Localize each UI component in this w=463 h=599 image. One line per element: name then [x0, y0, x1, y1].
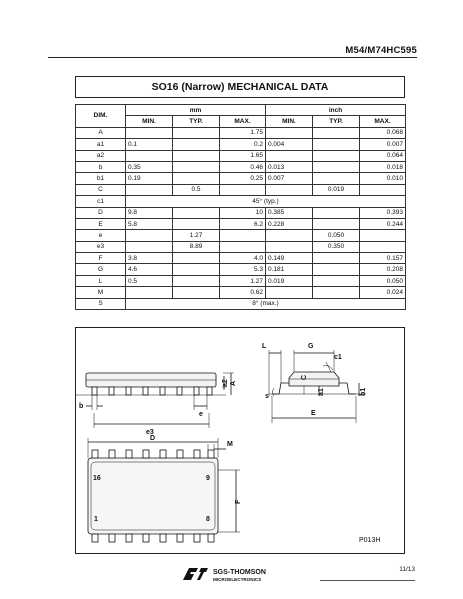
table-row: [76, 275, 406, 286]
value-cell: [313, 161, 360, 172]
table-row: [76, 264, 406, 275]
table-row: [76, 150, 406, 161]
table-row: [76, 196, 406, 207]
table-row: [76, 253, 406, 264]
dim-cell: b: [76, 161, 126, 172]
value-cell: 0.35: [126, 161, 173, 172]
value-cell: [126, 184, 173, 195]
value-cell: 0.181: [266, 264, 313, 275]
table-row: [76, 127, 406, 138]
table-row: [76, 218, 406, 229]
st-logo-icon: [180, 566, 310, 584]
value-cell: 5.8: [126, 218, 173, 229]
table-body: [76, 127, 406, 309]
table-row: [76, 287, 406, 298]
top-view: [88, 438, 240, 542]
value-cell: 0.007: [360, 139, 406, 150]
dim-cell: b1: [76, 173, 126, 184]
value-cell: 5.3: [220, 264, 266, 275]
value-cell: 0.010: [360, 173, 406, 184]
value-cell: 0.1: [126, 139, 173, 150]
value-cell: [220, 184, 266, 195]
mechanical-data-table: [75, 104, 406, 310]
table-row: [76, 207, 406, 218]
col-header: TYP.: [313, 116, 360, 127]
dim-cell: a1: [76, 139, 126, 150]
value-cell: [266, 150, 313, 161]
end-view: [269, 350, 366, 423]
left-lead: [272, 383, 289, 394]
col-header: TYP.: [173, 116, 220, 127]
top-leads-upper: [92, 450, 214, 458]
label-e: e: [199, 411, 203, 418]
value-cell: 3.8: [126, 253, 173, 264]
side-leads: [92, 387, 212, 395]
value-cell: 0.350: [313, 241, 360, 252]
dim-cell: E: [76, 218, 126, 229]
dim-cell: L: [76, 275, 126, 286]
value-cell: 0.018: [360, 161, 406, 172]
label-M: M: [227, 441, 233, 448]
value-cell: [313, 264, 360, 275]
value-cell: [266, 241, 313, 252]
value-cell: [173, 207, 220, 218]
label-pin16: 16: [93, 475, 101, 482]
value-cell: 0.46: [220, 161, 266, 172]
value-cell: [173, 264, 220, 275]
value-cell: [313, 139, 360, 150]
value-cell: 6.2: [220, 218, 266, 229]
label-e3: e3: [146, 429, 154, 436]
value-cell: 0.064: [360, 150, 406, 161]
part-number: M54/M74HC595: [345, 45, 417, 56]
span-cell: 8° (max.): [126, 298, 406, 309]
mm-header: mm: [126, 105, 266, 116]
value-cell: [360, 241, 406, 252]
dim-cell: G: [76, 264, 126, 275]
value-cell: 1.75: [220, 127, 266, 138]
drawing-reference: P013H: [359, 537, 381, 544]
company-logo: [180, 566, 310, 584]
label-C: C: [301, 374, 308, 380]
value-cell: 0.007: [266, 173, 313, 184]
top-leads-lower: [92, 534, 214, 542]
dim-header: DIM.: [76, 105, 126, 128]
table-row: [76, 139, 406, 150]
table-row: [76, 241, 406, 252]
footer-rule: [320, 580, 415, 581]
value-cell: 1.27: [220, 275, 266, 286]
dim-cell: C: [76, 184, 126, 195]
value-cell: 0.050: [313, 230, 360, 241]
value-cell: 0.149: [266, 253, 313, 264]
value-cell: [266, 127, 313, 138]
value-cell: [126, 241, 173, 252]
value-cell: 10: [220, 207, 266, 218]
dim-cell: D: [76, 207, 126, 218]
dim-cell: e: [76, 230, 126, 241]
dim-cell: S: [76, 298, 126, 309]
value-cell: 0.208: [360, 264, 406, 275]
dim-cell: e3: [76, 241, 126, 252]
value-cell: 1.65: [220, 150, 266, 161]
label-G: G: [308, 343, 314, 350]
label-b: b: [79, 403, 84, 410]
dim-cell: c1: [76, 196, 126, 207]
company-name: SGS-THOMSON: [213, 569, 266, 576]
label-D: D: [150, 435, 156, 442]
value-cell: 0.019: [313, 184, 360, 195]
table-row: [76, 230, 406, 241]
value-cell: [313, 253, 360, 264]
value-cell: [173, 275, 220, 286]
label-E: E: [311, 410, 316, 417]
label-a2: a2: [222, 379, 229, 387]
value-cell: [173, 218, 220, 229]
value-cell: [126, 230, 173, 241]
label-c1: c1: [334, 354, 342, 361]
dim-cell: F: [76, 253, 126, 264]
col-header: MAX.: [220, 116, 266, 127]
value-cell: [360, 230, 406, 241]
label-b1: b1: [360, 387, 367, 396]
value-cell: 0.19: [126, 173, 173, 184]
col-header: MAX.: [360, 116, 406, 127]
value-cell: [126, 150, 173, 161]
value-cell: [126, 287, 173, 298]
section-title: SO16 (Narrow) MECHANICAL DATA: [75, 76, 405, 98]
value-cell: [220, 241, 266, 252]
value-cell: [313, 173, 360, 184]
value-cell: 0.157: [360, 253, 406, 264]
value-cell: 4.0: [220, 253, 266, 264]
value-cell: 0.244: [360, 218, 406, 229]
value-cell: [313, 287, 360, 298]
value-cell: [360, 184, 406, 195]
value-cell: [220, 230, 266, 241]
package-drawing: [75, 327, 405, 554]
value-cell: 0.004: [266, 139, 313, 150]
dim-cell: A: [76, 127, 126, 138]
drawing-svg: [76, 328, 406, 555]
value-cell: [266, 287, 313, 298]
value-cell: 0.050: [360, 275, 406, 286]
value-cell: [313, 207, 360, 218]
header-rule: [48, 57, 417, 58]
company-subtitle: MICROELECTRONICS: [213, 577, 262, 582]
value-cell: 0.068: [360, 127, 406, 138]
value-cell: [173, 127, 220, 138]
label-pin1: 1: [94, 516, 98, 523]
value-cell: 0.019: [266, 275, 313, 286]
value-cell: [173, 173, 220, 184]
dim-cell: a2: [76, 150, 126, 161]
col-header: MIN.: [126, 116, 173, 127]
value-cell: [266, 184, 313, 195]
span-cell: 45° (typ.): [126, 196, 406, 207]
value-cell: 0.385: [266, 207, 313, 218]
dim-cell: M: [76, 287, 126, 298]
value-cell: 0.5: [126, 275, 173, 286]
value-cell: 0.393: [360, 207, 406, 218]
label-F: F: [235, 499, 242, 504]
value-cell: [173, 287, 220, 298]
value-cell: 0.228: [266, 218, 313, 229]
value-cell: [313, 150, 360, 161]
value-cell: 8.89: [173, 241, 220, 252]
value-cell: [173, 161, 220, 172]
label-pin9: 9: [206, 475, 210, 482]
inch-header: inch: [266, 105, 406, 116]
right-lead: [339, 383, 356, 394]
value-cell: [173, 253, 220, 264]
label-A: A: [230, 380, 237, 386]
label-a1: a1: [318, 388, 325, 396]
value-cell: 0.5: [173, 184, 220, 195]
value-cell: 0.62: [220, 287, 266, 298]
value-cell: [173, 150, 220, 161]
label-L: L: [262, 343, 267, 350]
value-cell: [266, 230, 313, 241]
value-cell: [126, 127, 173, 138]
value-cell: 0.024: [360, 287, 406, 298]
table-row: [76, 298, 406, 309]
value-cell: 0.25: [220, 173, 266, 184]
value-cell: 9.8: [126, 207, 173, 218]
table-row: [76, 161, 406, 172]
value-cell: [313, 218, 360, 229]
value-cell: [313, 127, 360, 138]
body-top: [88, 458, 218, 534]
value-cell: [313, 275, 360, 286]
value-cell: 0.2: [220, 139, 266, 150]
label-pin8: 8: [206, 516, 210, 523]
value-cell: [173, 139, 220, 150]
page-number: 11/13: [399, 566, 415, 573]
value-cell: 4.6: [126, 264, 173, 275]
side-view: [76, 373, 234, 428]
label-s: s: [265, 393, 269, 400]
value-cell: 1.27: [173, 230, 220, 241]
col-header: MIN.: [266, 116, 313, 127]
table-row: [76, 184, 406, 195]
table-row: [76, 173, 406, 184]
value-cell: 0.013: [266, 161, 313, 172]
